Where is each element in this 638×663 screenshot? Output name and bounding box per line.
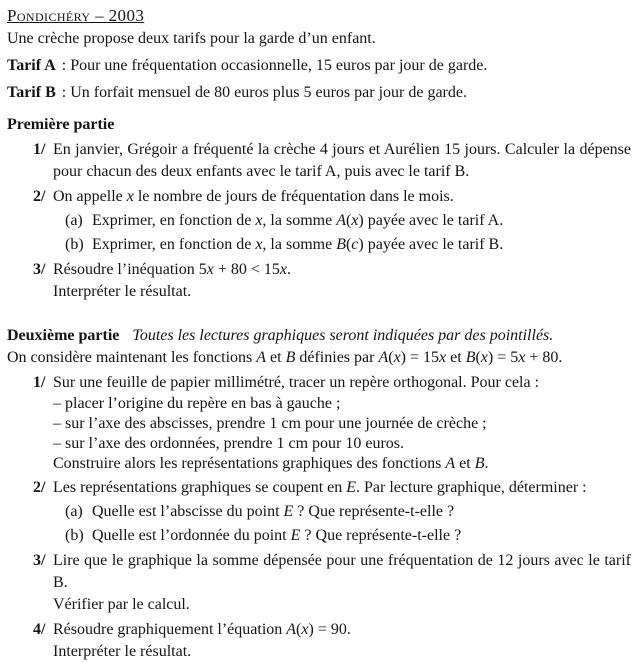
subitem-text (92, 501, 631, 523)
part2-intro (7, 347, 631, 369)
part2-item-2 (7, 477, 631, 547)
tarif-b-label: Tarif B (7, 84, 56, 101)
text-segment: et (446, 349, 466, 366)
text-segment: Exprimer, en fonction de (92, 236, 256, 253)
text-segment: B (465, 349, 476, 366)
item-text-line: Interpréter le résultat. (53, 643, 192, 660)
part2-heading-note: Toutes les lectures graphiques seront indiquées par des pointillés. (132, 327, 554, 344)
subitem-label: (b) (65, 236, 84, 253)
tarif-a-paragraph (7, 55, 631, 77)
item-text-line (53, 186, 631, 208)
part2-item-4 (7, 619, 631, 663)
text-segment: ) = 15 (400, 349, 440, 366)
text-segment: Exprimer, en fonction de (92, 212, 256, 229)
text-segment: le nombre de jours de fréquentation dans le mois. (133, 188, 454, 205)
dash-bullet-1 (53, 394, 631, 414)
item-text-line: Interpréter le résultat. (53, 283, 192, 300)
text-segment: et (266, 349, 286, 366)
part2-item-3 (7, 550, 631, 616)
text-segment: x (480, 349, 488, 366)
text-segment: + 80 < 15 (213, 261, 280, 278)
text-segment: Résoudre l’inéquation 5 (53, 261, 207, 278)
text-segment: Quelle est l’abscisse du point (92, 503, 284, 520)
text-segment: ) = 5 (487, 349, 519, 366)
text-segment: ) = 90. (308, 621, 351, 638)
text-segment: On appelle (53, 188, 127, 205)
subitem-label: (b) (65, 527, 84, 544)
item-text-line (53, 259, 631, 281)
item-number: 2/ (33, 479, 46, 496)
item-text-line (53, 454, 631, 474)
part1-item-2a (53, 210, 631, 232)
part2-heading-label: Deuxième partie (7, 327, 120, 344)
exam-title: Pondichéry – 2003 (7, 6, 145, 25)
text-segment: x (279, 261, 288, 278)
text-segment: x (255, 236, 263, 253)
item-text-line: pour chacun des deux enfants avec le tarif A, puis avec le tarif B. (53, 163, 470, 180)
part1-item-2b (53, 234, 631, 256)
text-segment: . (287, 261, 292, 278)
text-segment: x (393, 349, 401, 366)
text-segment: Quelle est l’ordonnée du point (92, 527, 291, 544)
item-text-line: Vérifier par le calcul. (53, 596, 190, 613)
part1-item-2 (7, 186, 631, 256)
text-segment: ( (345, 236, 352, 253)
text-segment: B (474, 455, 485, 472)
part1-heading-label: Première partie (7, 116, 115, 133)
item-number: 1/ (33, 141, 46, 158)
subitem-text (92, 210, 631, 232)
item-number: 3/ (33, 552, 46, 569)
text-segment: ( (296, 621, 302, 638)
dash-marker: – (53, 395, 61, 412)
text-segment: x (206, 261, 214, 278)
item-number: 4/ (33, 621, 46, 638)
item-text-line: Sur une feuille de papier millimétré, tracer un repère orthogonal. Pour cela : (53, 374, 540, 391)
text-segment: x (255, 212, 263, 229)
item-number: 1/ (33, 374, 46, 391)
text-segment: définies par (295, 349, 379, 366)
item-number: 2/ (33, 188, 46, 205)
dash-marker: – (53, 435, 61, 452)
text-segment: A (445, 455, 456, 472)
subitem-text (92, 234, 631, 256)
text-segment: B (336, 236, 346, 253)
part2-heading (7, 325, 631, 347)
item-number: 3/ (33, 261, 46, 278)
text-segment: ) payée avec le tarif A. (358, 212, 504, 229)
dash-bullet-3 (53, 434, 631, 454)
dash-bullet-text: sur l’axe des ordonnées, prendre 1 cm pour 10 euros. (65, 435, 405, 452)
text-segment: On considère maintenant les fonctions (7, 349, 257, 366)
text-segment: Résoudre graphiquement l’équation (53, 621, 287, 638)
part1-heading (7, 114, 631, 136)
text-segment: A (336, 212, 346, 229)
item-text-line: Lire que le graphique la somme dépensée pour une fréquentation de 12 jours avec le tarif B. (53, 552, 631, 591)
text-segment: ( (345, 212, 352, 229)
part2-item-1 (7, 372, 631, 474)
subitem-label: (a) (65, 212, 83, 229)
text-segment: E (346, 479, 357, 496)
text-segment: A (286, 621, 297, 638)
text-segment: A (256, 349, 267, 366)
text-segment: Construire alors les représentations graphiques des fonctions (53, 455, 446, 472)
tarif-a-text: : Pour une fréquentation occasionnelle, 15 euros par jour de garde. (57, 57, 488, 74)
item-text-line: En janvier, Grégoir a fréquenté la crèche 4 jours et Aurélien 15 jours. Calculer la dépense (53, 141, 631, 158)
text-segment: ? Que représente-t-elle ? (293, 503, 455, 520)
tarif-a-label: Tarif A (7, 57, 56, 74)
text-segment: ( (475, 349, 481, 366)
text-segment: , la somme (262, 236, 337, 253)
dash-bullet-text: placer l’origine du repère en bas à gauche ; (65, 395, 341, 412)
text-segment: ( (388, 349, 394, 366)
text-segment: x (351, 212, 359, 229)
part1-item-1 (7, 139, 631, 183)
exam-title-row (7, 4, 631, 28)
text-segment: ) payée avec le tarif B. (358, 236, 504, 253)
text-segment: , la somme (262, 212, 337, 229)
text-segment: . (484, 455, 489, 472)
text-segment: ? Que représente-t-elle ? (300, 527, 462, 544)
text-segment: x (518, 349, 526, 366)
text-segment: E (283, 503, 294, 520)
text-segment: x (439, 349, 447, 366)
part2-item-2a (53, 501, 631, 523)
text-segment: A (378, 349, 389, 366)
text-segment: x (126, 188, 134, 205)
subitem-text (92, 525, 631, 547)
text-segment: . Par lecture graphique, déterminer : (356, 479, 587, 496)
tarif-b-text: : Un forfait mensuel de 80 euros plus 5 euros par jour de garde. (57, 84, 467, 101)
item-text-line (53, 477, 631, 499)
text-segment: E (290, 527, 301, 544)
part2-item-2b (53, 525, 631, 547)
text-segment: x (301, 621, 309, 638)
dash-bullet-text: sur l’axe des abscisses, prendre 1 cm pour une journée de crèche ; (65, 415, 487, 432)
text-segment: et (455, 455, 475, 472)
text-segment: B (285, 349, 296, 366)
dash-marker: – (53, 415, 61, 432)
text-segment: Les représentations graphiques se coupent en (53, 479, 347, 496)
text-segment: c (351, 236, 359, 253)
intro-paragraph: Une crèche propose deux tarifs pour la garde d’un enfant. (7, 30, 376, 47)
tarif-b-paragraph (7, 82, 631, 104)
text-segment: + 80. (525, 349, 563, 366)
item-text-line (53, 619, 631, 641)
part1-item-3 (7, 259, 631, 303)
subitem-label: (a) (65, 503, 83, 520)
dash-bullet-2 (53, 414, 631, 434)
